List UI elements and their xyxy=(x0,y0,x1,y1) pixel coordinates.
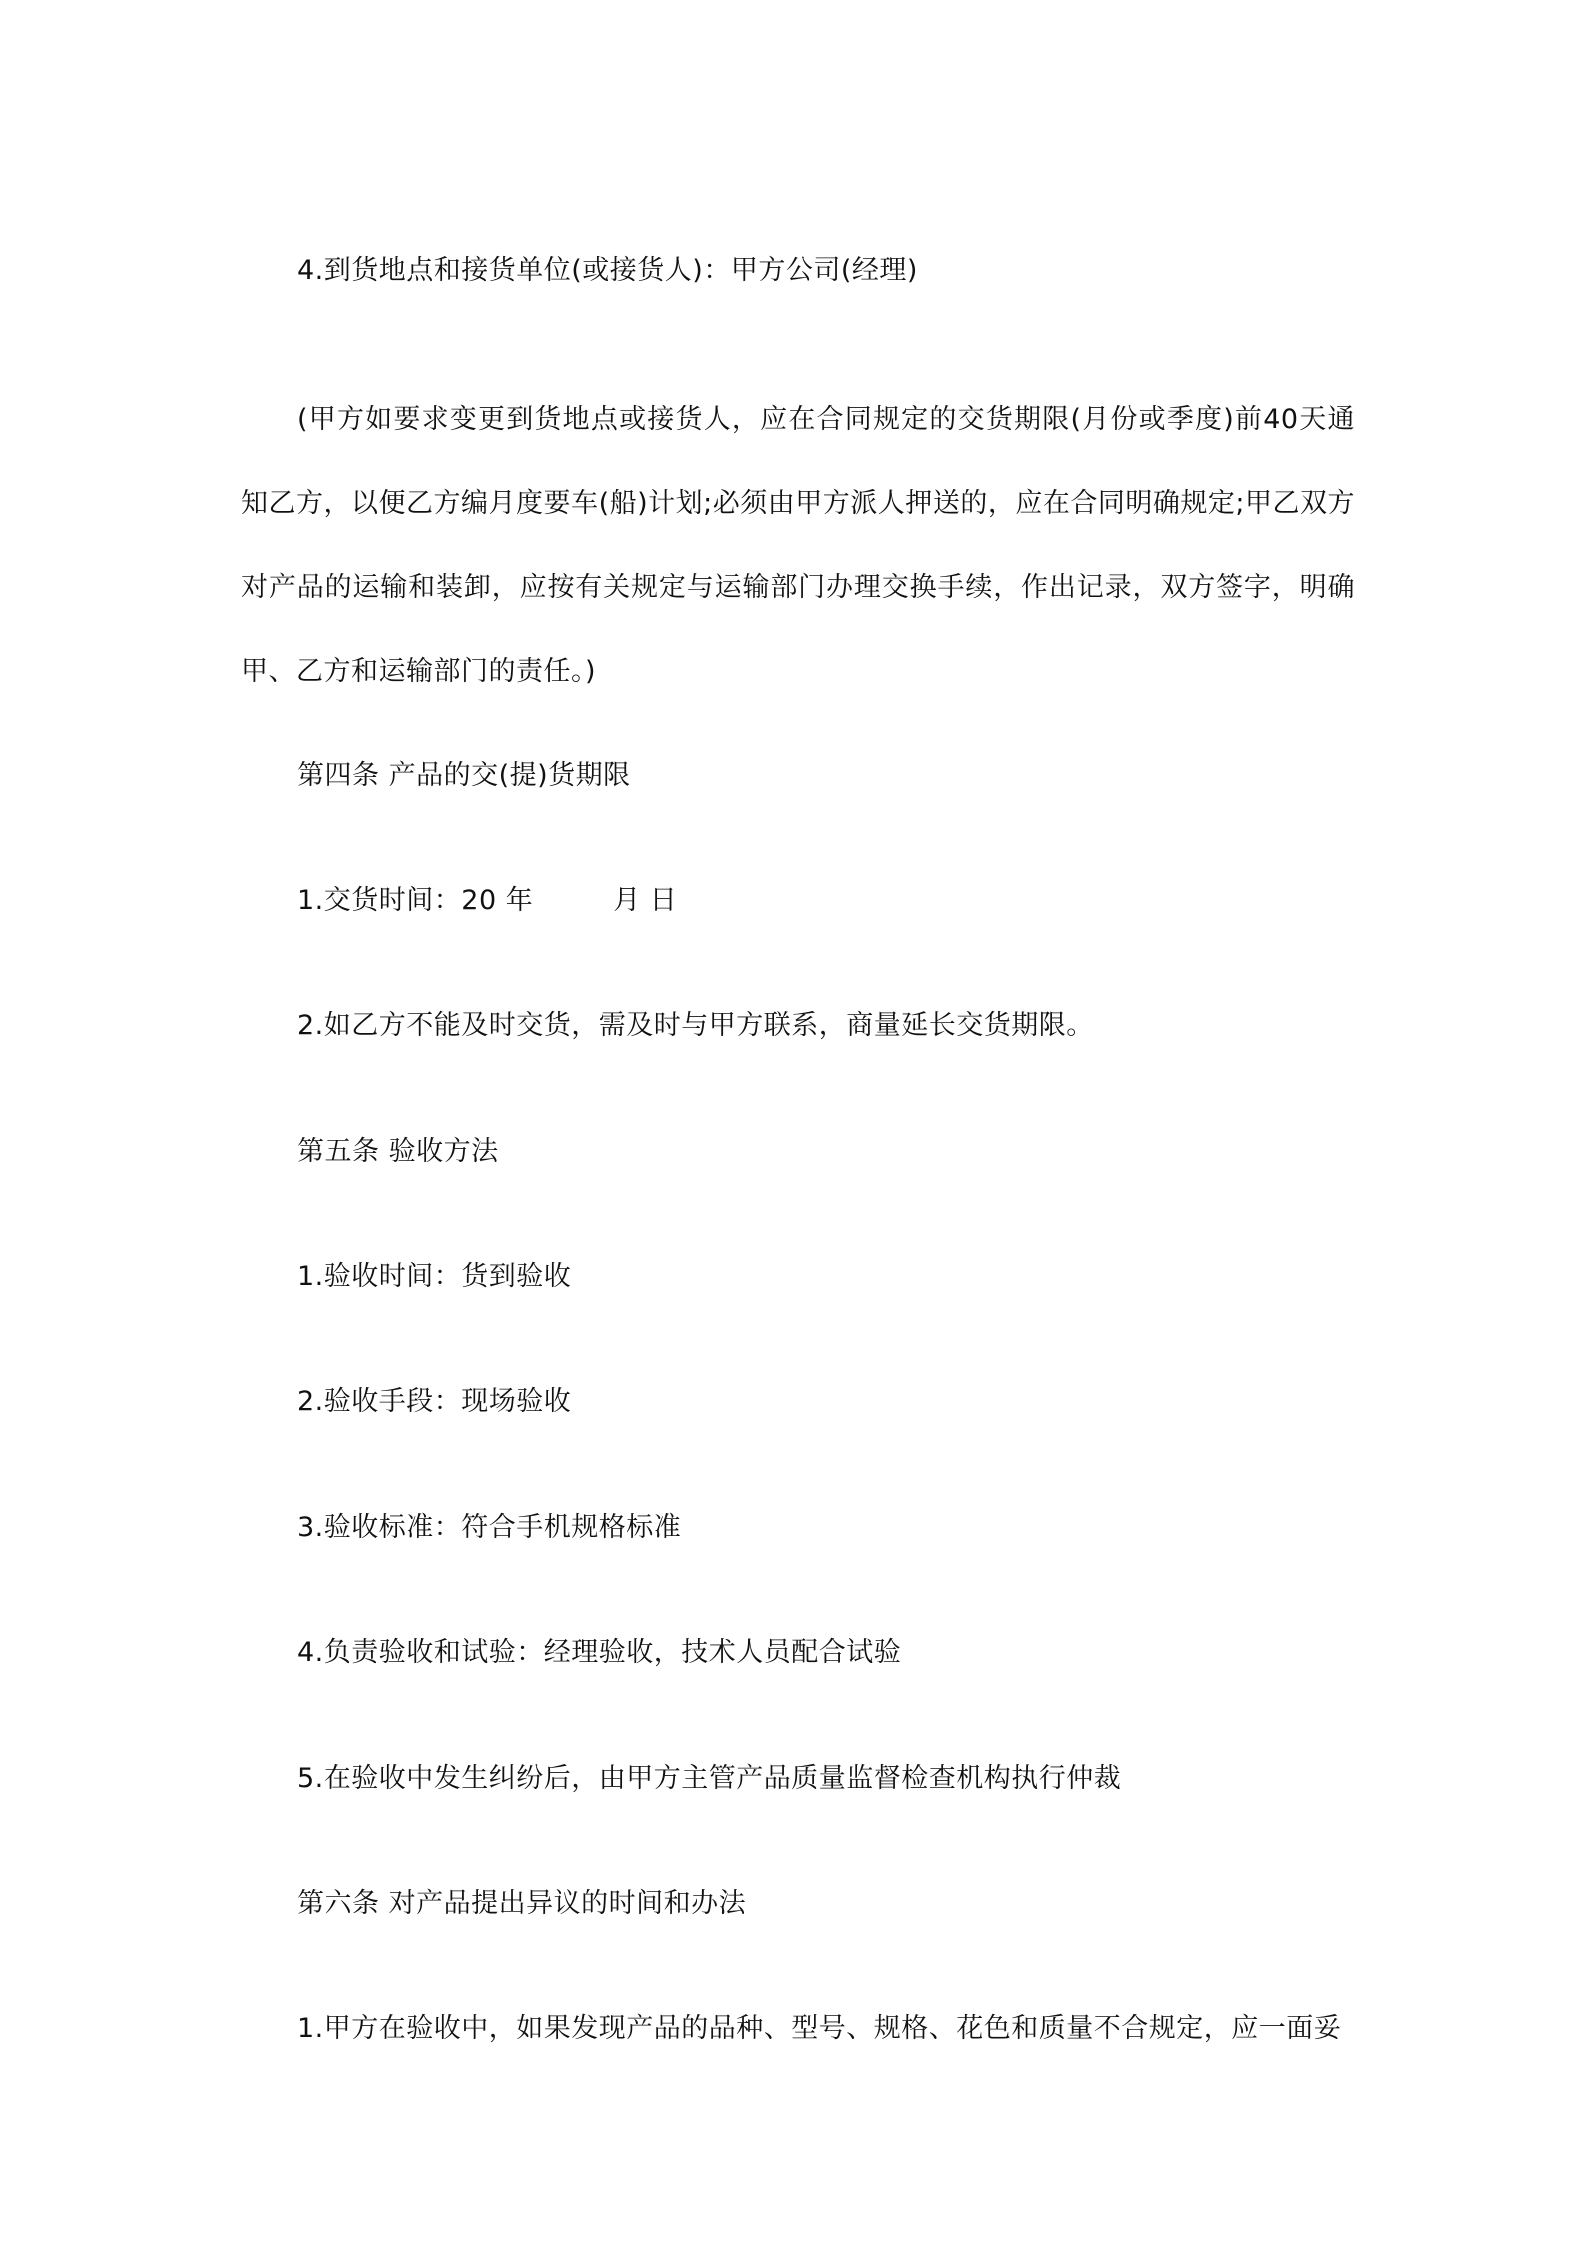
inspection-dispute-line: 5.在验收中发生纠纷后，由甲方主管产品质量监督检查机构执行仲裁 xyxy=(297,1763,1122,1794)
inspection-time-line: 1.验收时间：货到验收 xyxy=(297,1261,572,1292)
article-4-heading: 第四条 产品的交(提)货期限 xyxy=(297,760,631,791)
delivery-place-line: 4.到货地点和接货单位(或接货人)：甲方公司(经理) xyxy=(297,255,918,286)
objection-1-line: 1.甲方在验收中，如果发现产品的品种、型号、规格、花色和质量不合规定，应一面妥 xyxy=(297,2013,1342,2044)
inspection-means-line: 2.验收手段：现场验收 xyxy=(297,1386,572,1417)
inspection-standard-line: 3.验收标准：符合手机规格标准 xyxy=(297,1512,682,1543)
article-5-heading: 第五条 验收方法 xyxy=(297,1136,499,1167)
article-6-heading: 第六条 对产品提出异议的时间和办法 xyxy=(297,1888,747,1919)
delivery-note-paragraph: (甲方如要求变更到货地点或接货人，应在合同规定的交货期限(月份或季度)前40天通知乙方，以便乙方编月度要车(船)计划;必须由甲方派人押送的，应在合同明确规定;甲乙双方对产品的运输和装卸，应按有关规定与运输部门办理交换手续，作出记录，双方签字，明确甲、乙方和运输部门的责任。) xyxy=(241,404,1355,687)
inspection-responsible-line: 4.负责验收和试验：经理验收，技术人员配合试验 xyxy=(297,1637,902,1668)
delivery-time-suffix: 月 日 xyxy=(613,885,678,916)
delivery-time-line xyxy=(297,887,677,914)
delivery-delay-line: 2.如乙方不能及时交货，需及时与甲方联系，商量延长交货期限。 xyxy=(297,1010,1094,1041)
delivery-time-prefix: 1.交货时间：20 年 xyxy=(297,885,534,916)
